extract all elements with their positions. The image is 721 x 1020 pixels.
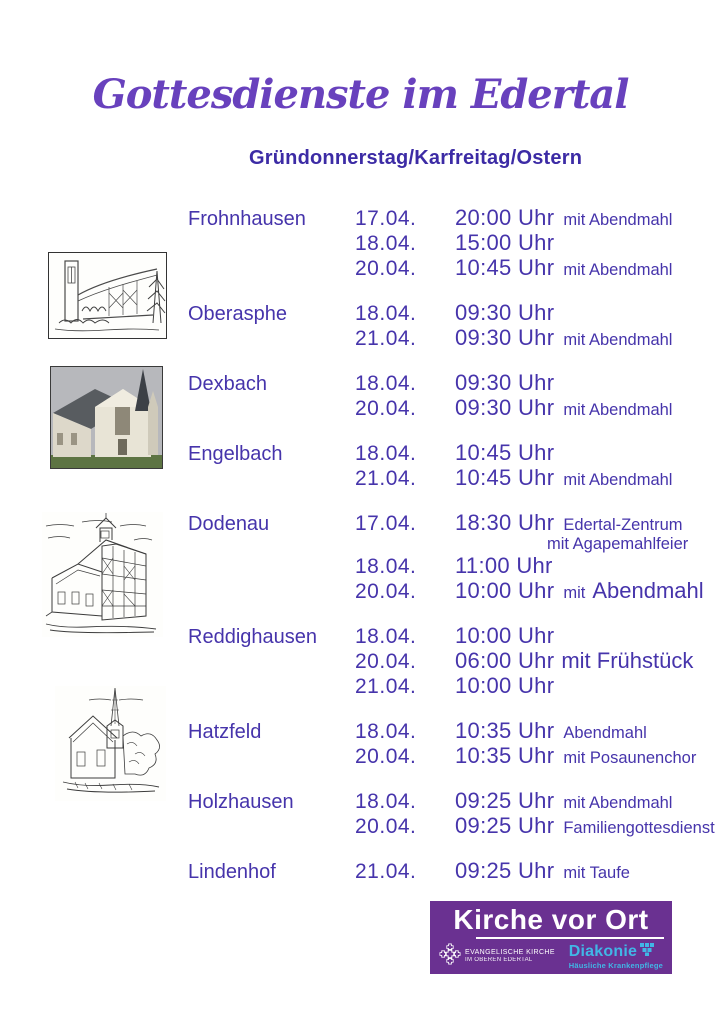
service-time-cell xyxy=(455,788,673,813)
schedule-row xyxy=(188,325,713,350)
schedule-row xyxy=(188,743,713,768)
service-note: mit Taufe xyxy=(563,864,630,882)
diakonie-crest-icon xyxy=(640,943,654,960)
service-date: 18.04. xyxy=(355,372,417,395)
service-time: 10:00 Uhr xyxy=(455,673,555,698)
service-note: Familiengottesdienst xyxy=(563,819,715,837)
schedule-row xyxy=(188,578,713,603)
service-time: 10:45 Uhr xyxy=(455,255,555,280)
place-name: Hatzfeld xyxy=(188,721,262,743)
service-time: 09:30 Uhr xyxy=(455,395,555,420)
evangelische-kirche-logo xyxy=(439,943,555,970)
kurhessen-cross-icon xyxy=(439,943,461,970)
service-subnote: mit Agapemahlfeier xyxy=(547,535,689,553)
place-name: Lindenhof xyxy=(188,861,276,883)
service-note: mit Abendmahl xyxy=(563,331,673,349)
service-date: 20.04. xyxy=(355,397,417,420)
stone-church-photo-image xyxy=(50,366,163,469)
diakonie-logo xyxy=(569,943,663,970)
schedule xyxy=(188,205,713,903)
schedule-row xyxy=(188,553,713,578)
service-date: 18.04. xyxy=(355,625,417,648)
schedule-group-lindenhof xyxy=(188,858,713,883)
service-date: 20.04. xyxy=(355,815,417,838)
service-time-cell xyxy=(455,205,673,230)
subtitle: Gründonnerstag/Karfreitag/Ostern xyxy=(249,147,583,169)
service-time: 09:30 Uhr xyxy=(455,370,555,395)
service-date: 21.04. xyxy=(355,327,417,350)
place-name: Holzhausen xyxy=(188,791,294,813)
service-time: 11:00 Uhr xyxy=(455,553,553,578)
schedule-row xyxy=(188,813,713,838)
schedule-group-hatzfeld xyxy=(188,718,713,768)
service-date: 18.04. xyxy=(355,302,417,325)
schedule-row xyxy=(188,370,713,395)
evangelische-kirche-label: EVANGELISCHE KIRCHE xyxy=(465,949,555,956)
stone-church-photo-drawing xyxy=(51,367,162,468)
service-time-cell xyxy=(455,510,683,535)
service-time: 10:35 Uhr xyxy=(455,718,555,743)
diakonie-label: Diakonie xyxy=(568,942,638,960)
kirche-vor-ort-logo xyxy=(430,901,672,974)
service-time-cell xyxy=(455,395,673,420)
service-time: 10:45 Uhr xyxy=(455,465,555,490)
service-time: 09:25 Uhr xyxy=(455,858,555,883)
service-time: 15:00 Uhr xyxy=(455,230,555,255)
schedule-row xyxy=(188,230,713,255)
page-title: Gottesdienste im Edertal xyxy=(92,70,629,118)
modern-church-sketch-drawing xyxy=(49,253,166,338)
service-date: 18.04. xyxy=(355,720,417,743)
schedule-subnote-row xyxy=(188,535,713,553)
service-time: 18:30 Uhr xyxy=(455,510,555,535)
schedule-group-holzhausen xyxy=(188,788,713,838)
schedule-row xyxy=(188,440,713,465)
service-time: 10:35 Uhr xyxy=(455,743,555,768)
im-oberen-edertal-label: IM OBEREN EDERTAL xyxy=(465,957,533,963)
schedule-row xyxy=(188,718,713,743)
service-date: 21.04. xyxy=(355,467,417,490)
service-date: 17.04. xyxy=(355,207,417,230)
service-time: 06:00 Uhr xyxy=(455,648,555,673)
place-name: Dexbach xyxy=(188,373,267,395)
service-note: Abendmahl xyxy=(563,724,647,742)
schedule-row xyxy=(188,858,713,883)
service-note: mit xyxy=(563,584,586,602)
service-date: 21.04. xyxy=(355,860,417,883)
spired-church-sketch-image xyxy=(55,686,166,801)
service-note: mit Abendmahl xyxy=(563,261,673,279)
service-note-large: Abendmahl xyxy=(592,578,704,603)
schedule-row xyxy=(188,623,713,648)
schedule-group-reddighausen xyxy=(188,623,713,698)
schedule-group-frohnhausen xyxy=(188,205,713,280)
service-time: 20:00 Uhr xyxy=(455,205,555,230)
schedule-group-engelbach xyxy=(188,440,713,490)
place-name: Reddighausen xyxy=(188,626,317,648)
service-time-cell xyxy=(455,718,647,743)
service-date: 17.04. xyxy=(355,512,417,535)
service-note: mit Abendmahl xyxy=(563,471,673,489)
service-time-cell xyxy=(455,648,694,673)
schedule-row xyxy=(188,788,713,813)
schedule-row xyxy=(188,510,713,535)
service-note: mit Abendmahl xyxy=(563,401,673,419)
service-note: mit Posaunenchor xyxy=(563,749,697,767)
service-date: 20.04. xyxy=(355,580,417,603)
place-name: Oberasphe xyxy=(188,303,287,325)
service-time-cell xyxy=(455,230,555,255)
modern-church-sketch-image xyxy=(48,252,167,339)
service-note: mit Abendmahl xyxy=(563,211,673,229)
place-name: Engelbach xyxy=(188,443,283,465)
schedule-row xyxy=(188,648,713,673)
schedule-row xyxy=(188,205,713,230)
service-time-cell xyxy=(455,465,673,490)
service-time-cell xyxy=(455,370,555,395)
service-date: 20.04. xyxy=(355,650,417,673)
service-date: 18.04. xyxy=(355,790,417,813)
service-date: 18.04. xyxy=(355,555,417,578)
service-time-cell xyxy=(455,813,715,838)
service-time: 10:00 Uhr xyxy=(455,623,555,648)
schedule-group-oberasphe xyxy=(188,300,713,350)
spired-church-sketch-drawing xyxy=(55,686,166,801)
schedule-group-dexbach xyxy=(188,370,713,420)
service-time-cell xyxy=(455,623,555,648)
service-time-cell xyxy=(455,325,673,350)
service-date: 21.04. xyxy=(355,675,417,698)
schedule-row xyxy=(188,673,713,698)
half-timbered-church-sketch-image xyxy=(42,512,163,637)
service-time-cell xyxy=(455,743,697,768)
schedule-row xyxy=(188,465,713,490)
service-time-cell xyxy=(455,440,555,465)
service-time-cell xyxy=(455,536,688,553)
place-name: Frohnhausen xyxy=(188,208,306,230)
logo-title: Kirche vor Ort xyxy=(453,904,649,935)
service-time-cell xyxy=(455,858,630,883)
service-time: 10:00 Uhr xyxy=(455,578,555,603)
service-date: 20.04. xyxy=(355,257,417,280)
service-date: 18.04. xyxy=(355,442,417,465)
schedule-group-dodenau xyxy=(188,510,713,603)
schedule-row xyxy=(188,300,713,325)
service-note-large: mit Frühstück xyxy=(561,648,694,673)
service-date: 20.04. xyxy=(355,745,417,768)
service-time: 09:30 Uhr xyxy=(455,325,555,350)
service-time-cell xyxy=(455,673,555,698)
place-name: Dodenau xyxy=(188,513,270,535)
service-time-cell xyxy=(455,553,553,578)
schedule-row xyxy=(188,255,713,280)
service-time: 09:30 Uhr xyxy=(455,300,555,325)
service-time-cell xyxy=(455,255,673,280)
service-note: mit Abendmahl xyxy=(563,794,673,812)
service-time: 09:25 Uhr xyxy=(455,813,555,838)
service-date: 18.04. xyxy=(355,232,417,255)
service-note: Edertal-Zentrum xyxy=(563,516,683,534)
schedule-row xyxy=(188,395,713,420)
service-time-cell xyxy=(455,578,704,603)
service-time-cell xyxy=(455,300,555,325)
service-time: 09:25 Uhr xyxy=(455,788,555,813)
service-time: 10:45 Uhr xyxy=(455,440,555,465)
half-timbered-church-sketch-drawing xyxy=(42,512,163,637)
diakonie-subtitle: Häusliche Krankenpflege xyxy=(568,961,663,971)
